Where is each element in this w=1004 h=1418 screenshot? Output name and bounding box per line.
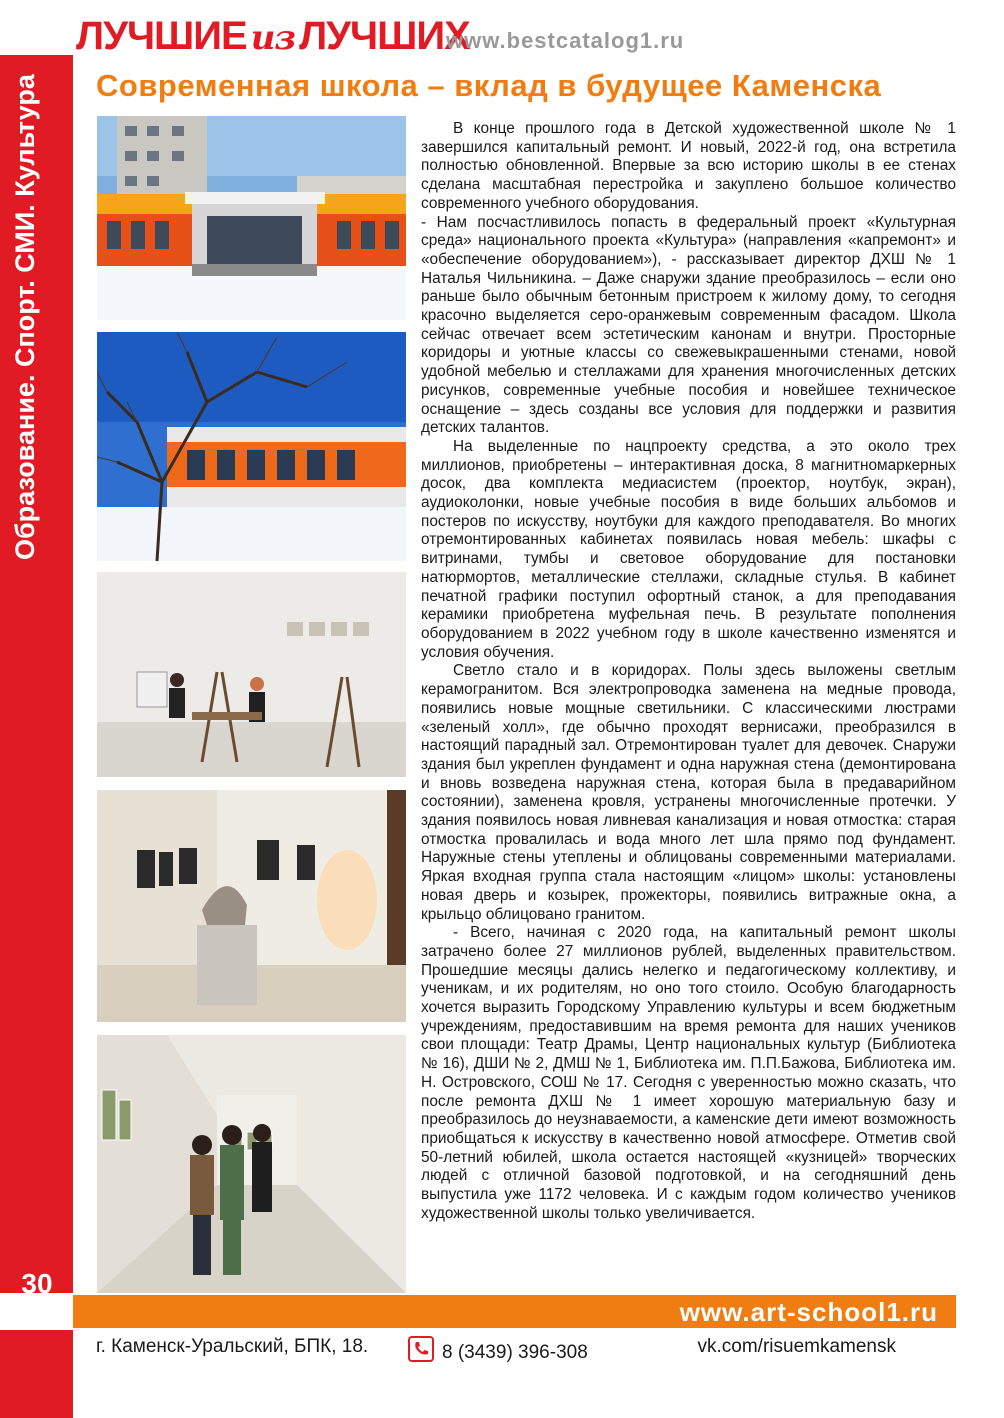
photo-school-facade xyxy=(97,116,406,320)
footer-bar xyxy=(73,1295,956,1328)
article-paragraph: В конце прошлого года в Детской художественной школе № 1 завершился капитальный ремонт. И новый, 2022-й год, она встретила полностью обновленной. Впервые за всю историю школы в ее стенах сделана масштабная перестройка и закуплено большое количество современного учебного оборудования. xyxy=(421,120,956,212)
page-number: 30 xyxy=(21,1268,53,1299)
phone-number[interactable]: 8 (3439) 396-308 xyxy=(442,1342,588,1363)
logo-word-mid: из xyxy=(250,18,296,58)
logo-word-right: ЛУЧШИХ xyxy=(299,14,470,58)
vk-link[interactable]: vk.com/risuemkamensk xyxy=(697,1336,896,1357)
catalog-url[interactable]: www.bestcatalog1.ru xyxy=(446,28,685,53)
photo-building-tree xyxy=(97,332,406,561)
masthead xyxy=(76,14,976,60)
article-paragraph: - Всего, начиная с 2020 года, на капитальный ремонт школы затрачено более 27 миллионов рублей, выделенных правительством. Прошедшие месяцы дались нелегко и педагогическому коллективу, и ученикам, и их родителям, но оно того стоило. Особую благодарность хочется выразить Городскому Управлению культуры и всем бюджетным учреждениям, предоставившим на время ремонта для наших учеников свои площади: Театр Драмы, Центр национальных культур (Библиотека № 16), ДШИ № 2, ДМШ № 1, Библиотека им. П.П.Бажова, Библиотека им. Н. Островского, СОШ № 17. Сегодня с уверенностью можно сказать, что после ремонта ДХШ № 1 имеет хорошую материальную базу и преобразилось до неузнаваемости, а каменские дети имеют возможность приобщаться к искусству в качественно новой атмосфере. Отметив свой 50-летний юбилей, школа остается настоящей «кузницей» творческих людей с отличной базовой подготовкой, и на сегодняшний день выпустила уже 1172 человека. И с каждым годом количество учеников художественной школы только увеличивается. xyxy=(421,924,956,1222)
contacts-line xyxy=(96,1336,956,1362)
sidebar-red-footer xyxy=(0,1330,73,1418)
address-text: г. Каменск-Уральский, БПК, 18. xyxy=(96,1336,369,1357)
section-label: Образование. Спорт. СМИ. Культура xyxy=(10,74,40,560)
photo-hall-bust xyxy=(97,790,406,1022)
sidebar xyxy=(0,0,73,1418)
article-paragraph: На выделенные по нацпроекту средства, а это около трех миллионов, приобретены – интерактивная доска, 8 магнитномаркерных досок, два комплекта медиасистем (проектор, ноутбук, экран), аудиоколонки, новые учебные пособия в виде больших альбомов и постеров по искусству, ноутбуки для каждого преподавателя. Во многих отремонтированных кабинетах появилась новая мебель: шкафы с витринами, тумбы и световое оборудование для постановки натюрмортов, металлические стеллажи, складные стулья. В кабинет печатной графики поступил офортный станок, а для преподавания керамики приобретена муфельная печь. В результате пополнения оборудованием в 2022 учебном году в школе качественно изменятся и условия обучения. xyxy=(421,437,956,661)
photo-classroom xyxy=(97,572,406,777)
article-paragraph: Светло стало и в коридорах. Полы здесь выложены светлым керамогранитом. Вся электропроводка заменена на медные провода, появились новые мощные светильники. С классическими люстрами «зеленый холл», где обычно проходят вернисажи, преобразился в настоящий парадный зал. Отремонтирован туалет для девочек. Снаружи здания был укреплен фундамент и одна наружная стена (демонтирована и вновь возведена наружная стена, которая была в предаварийном состоянии), заменена кровля, устранены многочисленные протечки. У здания появилось новая ливневая канализация и новая отмостка: старая отмостка провалилась и вода много лет шла прямо под фундамент. Наружные стены утеплены и облицованы современными материалами. Яркая входная группа стала настоящим «лицом» школы: установлены новая дверь и козырек, прожекторы, появились витражные окна, а крыльцо облицовано гранитом. xyxy=(421,662,956,923)
article-headline: Современная школа – вклад в будущее Каменска xyxy=(96,68,882,103)
photo-corridor-visitors xyxy=(97,1035,406,1293)
phone-icon xyxy=(408,1336,434,1362)
logo-word-left: ЛУЧШИЕ xyxy=(76,14,247,58)
article-paragraph: - Нам посчастливилось попасть в федеральный проект «Культурная среда» национального проекта «Культура» (направления «капремонт» и «обеспечение оборудованием»), - рассказывает директор ДХШ № 1 Наталья Чильникина. – Даже снаружи здание преобразилось – если оно раньше было обычным бетонным пристроем к жилому дому, то сегодня красочно выделяется серо-оранжевым современным фасадом. Школа сейчас отвечает всем эстетическим канонам и внутри. Просторные коридоры и уютные классы со свежевыкрашенными стенами, новой удобной мебелью и стеллажами для хранения многочисленных детских рисунков, современные учебные пособия и новейшее техническое оснащение – здесь созданы все условия для поддержки и развития детских талантов. xyxy=(421,213,956,437)
phone-block xyxy=(408,1336,588,1364)
article-body xyxy=(421,120,956,1285)
school-website-link[interactable]: www.art-school1.ru xyxy=(679,1297,938,1327)
magazine-logo xyxy=(76,14,470,59)
